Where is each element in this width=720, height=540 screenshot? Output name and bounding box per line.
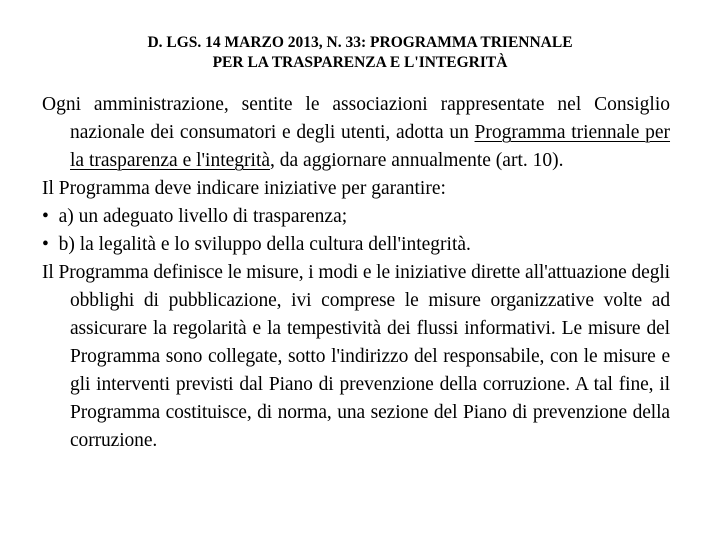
- paragraph-adoption-tail: , da aggiornare annualmente (art. 10).: [270, 150, 564, 171]
- paragraph-adoption-text: Ogni amministrazione, sentite le associazioni rappresentate nel Consiglio nazionale dei consumatori e degli utenti, adotta un: [42, 94, 670, 143]
- bullet-marker: •: [42, 206, 49, 227]
- slide-body: [42, 91, 670, 455]
- title-line-2: PER LA TRASPARENZA E L'INTEGRITÀ: [212, 54, 508, 71]
- programma-triennale-underlined: Programma triennale per la trasparenza e l'integrità: [70, 122, 671, 171]
- bullet-item-transparency: [42, 203, 670, 231]
- bullet-text: a) un adeguato livello di trasparenza;: [58, 206, 348, 227]
- paragraph-measures: Il Programma definisce le misure, i modi e le iniziative dirette all'attuazione degli obblighi di pubblicazione, ivi comprese le misure organizzative volte ad assicurare la regolarità e la tempestività dei flussi informativi. Le misure del Programma sono collegate, sotto l'indirizzo del responsabile, con le misure e gli interventi previsti dal Piano di prevenzione della corruzione. A tal fine, il Programma costituisce, di norma, una sezione del Piano di prevenzione della corruzione.: [42, 262, 671, 451]
- bullet-item-legality: [42, 231, 670, 259]
- paragraph-initiatives: Il Programma deve indicare iniziative per garantire:: [42, 178, 446, 199]
- title-line-1: D. LGS. 14 MARZO 2013, N. 33: PROGRAMMA TRIENNALE: [147, 34, 573, 51]
- bullet-text: b) la legalità e lo sviluppo della cultura dell'integrità.: [58, 234, 471, 255]
- paragraph-adoption: [42, 91, 670, 175]
- bullet-marker: •: [42, 234, 49, 255]
- slide-title: [60, 33, 660, 73]
